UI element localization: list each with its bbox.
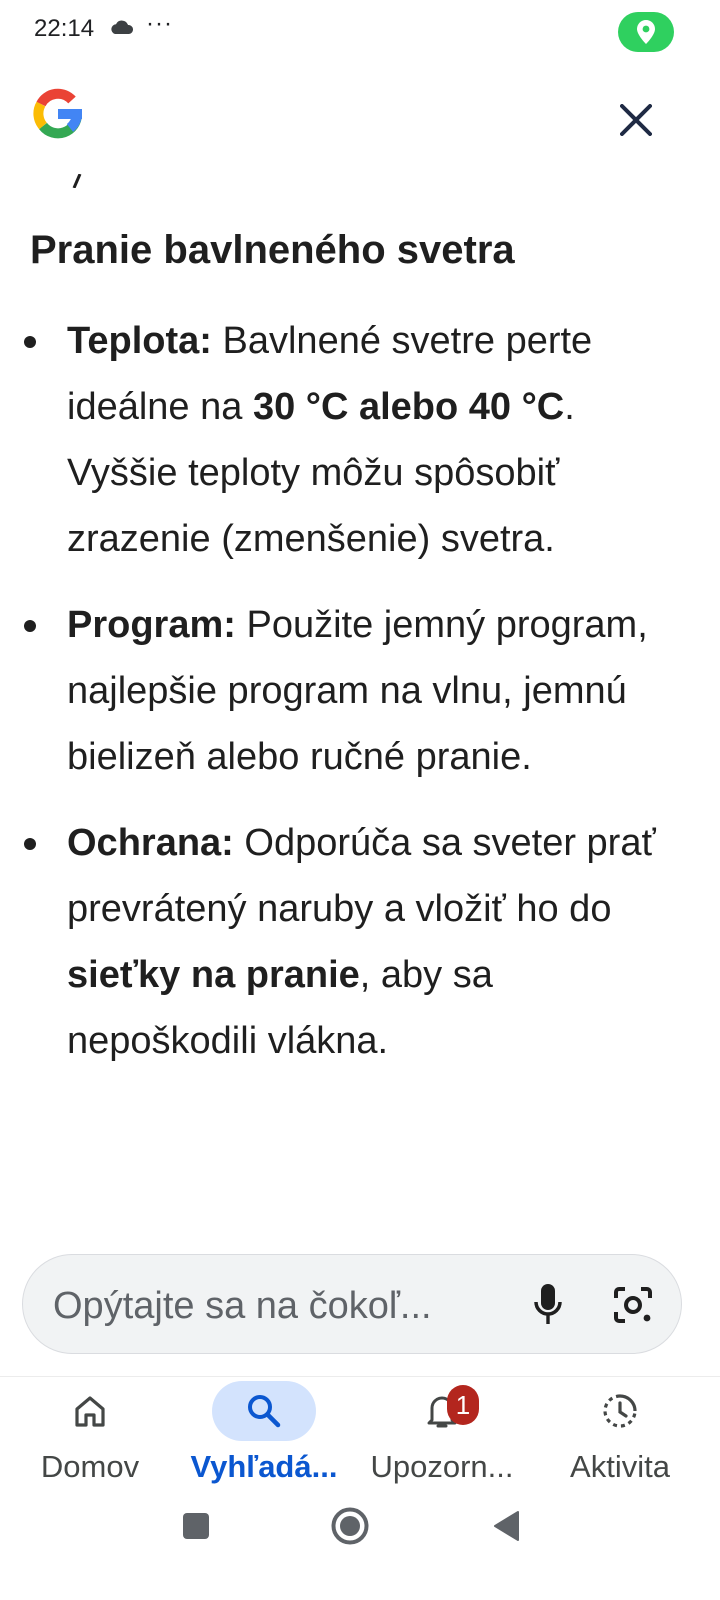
item-text: , aby sa nepoškodili vlákna. — [67, 954, 493, 1062]
nav-icon-container — [38, 1381, 142, 1441]
answer-content — [30, 222, 690, 1094]
list-item — [30, 592, 690, 790]
bullet-dot — [24, 336, 36, 348]
lens-search-button[interactable] — [609, 1281, 657, 1329]
nav-icon-container — [212, 1381, 316, 1441]
recents-button[interactable] — [172, 1502, 220, 1550]
nav-item-notifications[interactable] — [352, 1377, 532, 1497]
recents-icon — [183, 1513, 209, 1539]
list-item — [30, 308, 690, 572]
item-bold-text: sieťky na pranie — [67, 954, 360, 996]
home-button[interactable] — [326, 1502, 374, 1550]
nav-label: Upozorn... — [370, 1449, 514, 1484]
more-dots-icon: ··· — [146, 10, 173, 37]
bullet-dot — [24, 838, 36, 850]
item-text: Odporúča sa sveter prať prevrátený naruby a vložiť ho do — [67, 822, 656, 930]
notification-badge: 1 — [447, 1385, 479, 1425]
item-label: Program: — [67, 604, 236, 646]
nav-label: Aktivita — [570, 1449, 670, 1484]
close-icon — [620, 104, 652, 136]
nav-label: Vyhľadá... — [190, 1449, 338, 1484]
bottom-navigation — [0, 1376, 720, 1497]
nav-item-search[interactable] — [174, 1377, 354, 1497]
scrolled-text-fragment — [70, 162, 84, 196]
location-icon — [637, 20, 655, 44]
search-icon — [246, 1393, 282, 1429]
nav-label: Domov — [40, 1449, 140, 1484]
back-icon — [492, 1510, 520, 1542]
close-button[interactable] — [606, 90, 666, 150]
bullet-list — [30, 308, 690, 1074]
section-title: Pranie bavlneného svetra — [30, 228, 515, 272]
status-time: 22:14 — [34, 15, 95, 42]
item-bold-text: 30 °C alebo 40 °C — [252, 386, 565, 428]
system-navigation-bar — [0, 1496, 720, 1600]
nav-item-home[interactable] — [0, 1377, 180, 1497]
item-text: . Vyššie teploty môžu spôsobiť zrazenie (zmenšenie) svetra. — [67, 386, 575, 560]
item-text: Bavlnené svetre perte ideálne na — [67, 320, 593, 428]
item-label: Teplota: — [67, 320, 212, 362]
voice-search-button[interactable] — [525, 1281, 571, 1329]
clipped-glyph — [70, 174, 84, 188]
lens-icon — [613, 1286, 653, 1324]
location-indicator[interactable] — [618, 12, 674, 52]
item-text: Použite jemný program, najlepšie program na vlnu, jemnú bielizeň alebo ručné pranie. — [67, 604, 648, 778]
bullet-dot — [24, 620, 36, 632]
nav-icon-container — [568, 1381, 672, 1441]
cloud-icon — [110, 20, 134, 34]
mic-icon — [533, 1284, 563, 1326]
nav-item-activity[interactable] — [530, 1377, 710, 1497]
item-label: Ochrana: — [67, 822, 234, 864]
ask-search-bar[interactable] — [22, 1254, 682, 1354]
activity-icon — [601, 1392, 639, 1430]
back-button[interactable] — [482, 1502, 530, 1550]
google-logo — [28, 84, 88, 144]
home-icon — [73, 1394, 107, 1428]
list-item — [30, 810, 690, 1074]
home-circle-icon — [330, 1506, 370, 1546]
status-bar — [0, 0, 720, 62]
search-input[interactable] — [51, 1273, 495, 1339]
